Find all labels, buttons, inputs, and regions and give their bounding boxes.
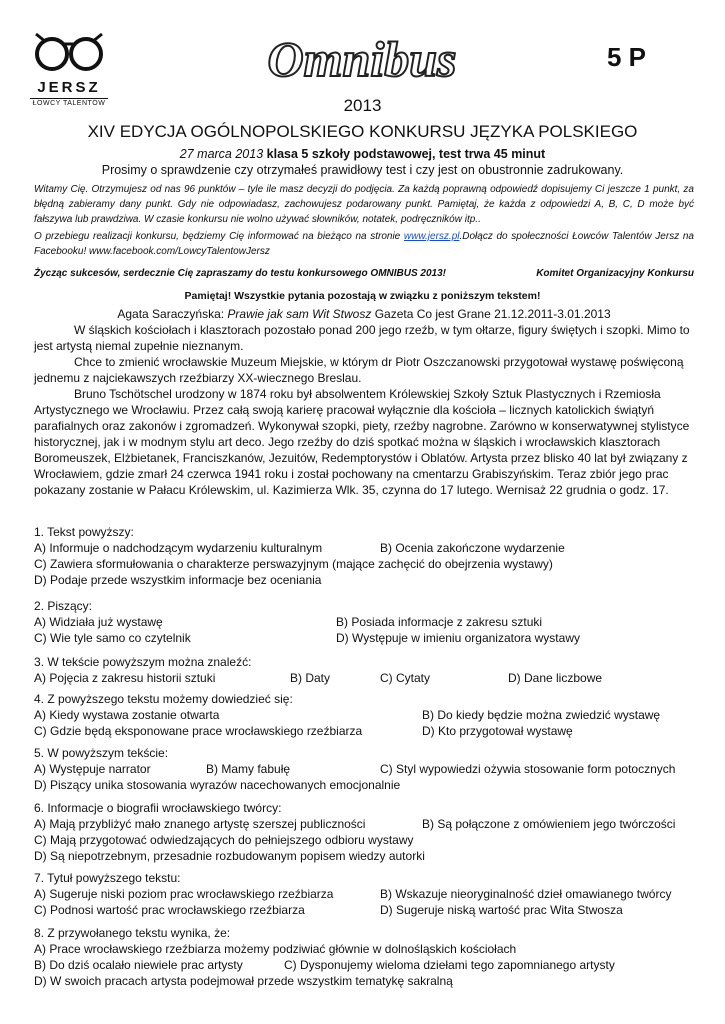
question-2 bbox=[34, 598, 694, 646]
question-5 bbox=[34, 745, 694, 793]
answer-a: A) Pojęcia z zakresu historii sztuki bbox=[34, 671, 216, 685]
answer-b: B) Do kiedy będzie można zwiedzić wystawę bbox=[422, 708, 661, 722]
article-author: Agata Saraczyńska: bbox=[117, 307, 228, 321]
answer-a: A) Informuje o nadchodzącym wydarzeniu kulturalnym bbox=[34, 541, 323, 555]
question-4 bbox=[34, 691, 694, 739]
check-instruction: Prosimy o sprawdzenie czy otrzymałeś prawidłowy test i czy jest on obustronnie zadrukowany. bbox=[101, 163, 624, 177]
omnibus-word: Omnibus bbox=[267, 31, 457, 87]
test-class-duration: klasa 5 szkoły podstawowej, test trwa 45 minut bbox=[263, 147, 546, 161]
answer-c: C) Cytaty bbox=[380, 671, 431, 685]
answer-d: D) W swoich pracach artysta podejmował przede wszystkim tematykę sakralną bbox=[34, 974, 453, 988]
answer-b: B) Są połączone z omówieniem jego twórczości bbox=[422, 817, 676, 831]
answer-c: C) Styl wypowiedzi ożywia stosowanie form potocznych bbox=[380, 762, 676, 776]
answer-d: D) Występuje w imieniu organizatora wystawy bbox=[336, 631, 580, 645]
committee-signature: Komitet Organizacyjny Konkursu bbox=[536, 268, 694, 279]
answer-d: D) Dane liczbowe bbox=[508, 671, 603, 685]
answer-a: A) Kiedy wystawa zostanie otwarta bbox=[34, 708, 220, 722]
article-paragraph: Chce to zmienić wrocławskie Muzeum Miejskie, w którym dr Piotr Oszczanowski przygotował wystawę poświęconą jednemu z najciekawszych rzeźbiarzy XX-wiecznego Breslau. bbox=[34, 355, 684, 385]
answer-b: B) Posiada informacje z zakresu sztuki bbox=[336, 615, 543, 629]
answer-c: C) Zawiera sformułowania o charakterze perswazyjnym (mające zachęcić do obejrzenia wystawy) bbox=[34, 557, 553, 571]
answer-b: B) Ocenia zakończone wydarzenie bbox=[380, 541, 565, 555]
owl-eyes-icon bbox=[30, 30, 108, 72]
wish-text: Życząc sukcesów, serdecznie Cię zapraszamy do testu konkursowego OMNIBUS 2013! bbox=[34, 268, 446, 279]
question-text: 4. Z powyższego tekstu możemy dowiedzieć się: bbox=[34, 692, 293, 706]
answer-a: A) Widziała już wystawę bbox=[34, 615, 163, 629]
info-text bbox=[34, 229, 694, 259]
omnibus-logo bbox=[262, 30, 462, 88]
answer-d: D) Są niepotrzebnym, przesadnie rozbudowanym popisem wiedzy autorki bbox=[34, 849, 425, 863]
test-date: 27 marca 2013 bbox=[179, 147, 264, 161]
answer-b: B) Daty bbox=[290, 671, 331, 685]
answer-a: A) Mają przybliżyć mało znanego artystę szerszej publiczności bbox=[34, 817, 366, 831]
question-text: 5. W powyższym tekście: bbox=[34, 746, 169, 760]
article-paragraph: W śląskich kościołach i klasztorach pozostało ponad 200 jego rzeźb, w tym ołtarze, figury świętych i szopki. Mimo to jest artystą niemal zupełnie nieznanym. bbox=[34, 323, 690, 353]
question-text: 7. Tytuł powyższego tekstu: bbox=[34, 871, 181, 885]
wish-line bbox=[34, 266, 694, 281]
answer-c: C) Wie tyle samo co czytelnik bbox=[34, 631, 191, 645]
test-date-line bbox=[0, 147, 725, 161]
answer-c: C) Dysponujemy wieloma dziełami tego zapomnianego artysty bbox=[284, 958, 615, 972]
logo-word: JERSZ bbox=[37, 79, 101, 96]
website-link[interactable]: www.jersz.pl bbox=[403, 231, 460, 242]
answer-c: C) Podnosi wartość prac wrocławskiego rzeźbiarza bbox=[34, 903, 305, 917]
question-text: 1. Tekst powyższy: bbox=[34, 525, 134, 539]
question-6 bbox=[34, 800, 694, 864]
answer-b: B) Mamy fabułę bbox=[206, 762, 291, 776]
logo-tagline: ŁOWCY TALENTÓW bbox=[30, 98, 108, 107]
question-1 bbox=[34, 524, 694, 588]
question-7 bbox=[34, 870, 694, 918]
article-paragraph: Bruno Tschötschel urodzony w 1874 roku był absolwentem Królewskiej Szkoły Sztuk Plastycznych i Rzemiosła Artystycznego we Wrocławiu. Przez całą swoją karierę pracował wyłącznie dla kościoła – licznych katolickich świątyń parafialnych oraz zakonów i zgromadzeń. Wykonywał szopki, piety, rzeźby nagrobne. Zarówno w konserwatywnej stylistyce historycznej, jak i w modnym stylu art deco. Jego rzeźby do dziś spotkać można w śląskich i wrocławskich klasztorach Boromeuszek, Elżbietanek, Franciszkanów, Jezuitów, Redemptorystów i Oblatów. Artysta przez blisko 40 lat był związany z Wrocławiem, gdzie zmarł 24 czerwca 1941 roku i został pochowany na cmentarzu Grabiszyńskim. Teraz zbiór jego prac pokazany zostanie w Pałacu Królewskim, ul. Kazimierza Wlk. 35, czynna do 17 lutego. Wernisaż 22 grudnia o godz. 17. bbox=[34, 387, 690, 497]
question-text: 3. W tekście powyższym można znaleźć: bbox=[34, 655, 252, 669]
answer-c: C) Mają przygotować odwiedzających do pełniejszego odbioru wystawy bbox=[34, 833, 414, 847]
answer-d: D) Kto przygotował wystawę bbox=[422, 724, 573, 738]
info-after: .Dołącz do społeczności Łowców Talentów Jersz na Facebooku! www.facebook.com/LowcyTalentowJersz bbox=[34, 231, 694, 257]
question-8 bbox=[34, 925, 694, 989]
answer-a: A) Występuje narrator bbox=[34, 762, 151, 776]
year: 2013 bbox=[343, 96, 382, 115]
question-text: 8. Z przywołanego tekstu wynika, że: bbox=[34, 926, 231, 940]
article-source bbox=[34, 306, 694, 322]
answer-a: A) Sugeruje niski poziom prac wrocławskiego rzeźbiarza bbox=[34, 887, 334, 901]
question-text: 6. Informacje o biografii wrocławskiego twórcy: bbox=[34, 801, 282, 815]
answer-d: D) Piszący unika stosowania wyrazów nacechowanych emocjonalnie bbox=[34, 778, 401, 792]
info-before: O przebiegu realizacji konkursu, będziemy Cię informować na bieżąco na stronie bbox=[34, 231, 404, 242]
answer-d: D) Sugeruje niską wartość prac Wita Stwosza bbox=[380, 903, 623, 917]
test-level: 5 P bbox=[606, 42, 646, 72]
question-3 bbox=[34, 654, 694, 686]
intro-text: Witamy Cię. Otrzymujesz od nas 96 punktów – tyle ile masz decyzji do podjęcia. Za każdą poprawną odpowiedź dopisujemy Ci jeszcze 1 punkt, za błędną zabieramy dany punkt. Gdy nie odpowiadasz, zachowujesz podarowany punkt. Pamiętaj, że każda z odpowiedzi A, B, C, D może być fałszywa lub prawdziwa. W czasie konkursu nie wolno używać słowników, notatek, podręczników itp.. bbox=[34, 184, 694, 225]
article bbox=[34, 306, 694, 498]
answer-d: D) Podaje przede wszystkim informacje bez oceniania bbox=[34, 573, 322, 587]
article-title: Prawie jak sam Wit Stwosz bbox=[227, 307, 372, 321]
page-title: XIV EDYCJA OGÓLNOPOLSKIEGO KONKURSU JĘZYKA POLSKIEGO bbox=[87, 122, 638, 141]
remember-note: Pamiętaj! Wszystkie pytania pozostają w związku z poniższym tekstem! bbox=[184, 290, 541, 302]
answer-b: B) Wskazuje nieoryginalność dzieł omawianego twórcy bbox=[380, 887, 672, 901]
answer-b: B) Do dziś ocalało niewiele prac artysty bbox=[34, 958, 243, 972]
question-text: 2. Piszący: bbox=[34, 599, 93, 613]
answer-a: A) Prace wrocławskiego rzeźbiarza możemy podziwiać głównie w dolnośląskich kościołach bbox=[34, 942, 517, 956]
article-publication: Gazeta Co jest Grane 21.12.2011-3.01.2013 bbox=[371, 307, 611, 321]
answer-c: C) Gdzie będą eksponowane prace wrocławskiego rzeźbiarza bbox=[34, 724, 363, 738]
